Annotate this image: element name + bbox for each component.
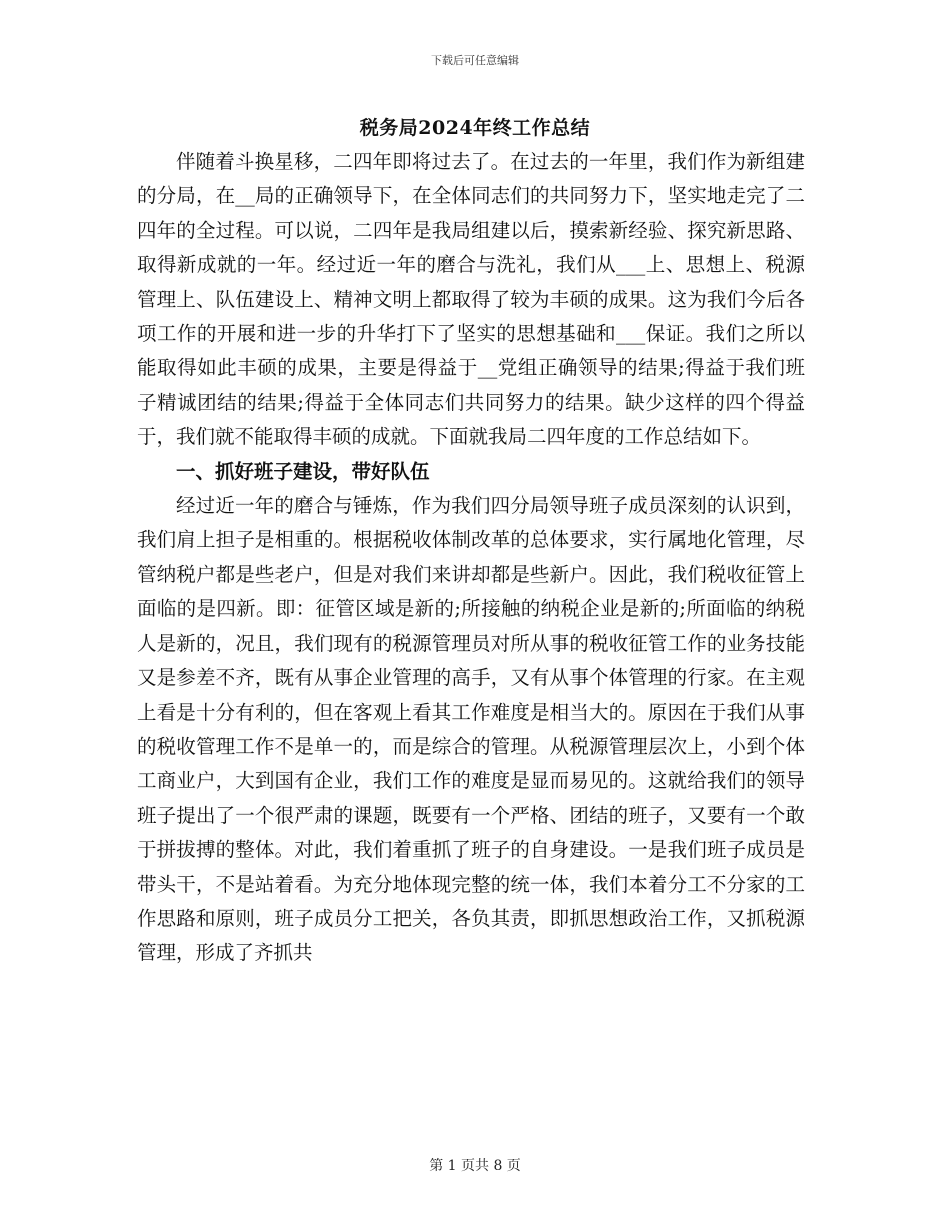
paragraph-intro: 伴随着斗换星移，二四年即将过去了。在过去的一年里，我们作为新组建的分局，在__局的正确领导下，在全体同志们的共同努力下，坚实地走完了二四年的全过程。可以说，二四年是我局组建以后，摸索新经验、探究新思路、取得新成就的一年。经过近一年的磨合与洗礼，我们从___上、思想上、税源管理上、队伍建设上、精神文明上都取得了较为丰硕的成果。这为我们今后各项工作的开展和进一步的升华打下了坚实的思想基础和___保证。我们之所以能取得如此丰硕的成果，主要是得益于__党组正确领导的结果;得益于我们班子精诚团结的结果;得益于全体同志们共同努力的结果。缺少这样的四个得益于，我们就不能取得丰硕的成就。下面就我局二四年度的工作总结如下。: [137, 150, 805, 449]
page-footer: 第 1 页共 8 页: [429, 1158, 521, 1174]
document-title: 税务局2024年终工作总结: [359, 117, 591, 139]
page-header: 下载后可任意编辑: [431, 54, 519, 67]
section-heading: 一、抓好班子建设，带好队伍: [176, 459, 430, 483]
paragraph-section-one: 经过近一年的磨合与锤炼，作为我们四分局领导班子成员深刻的认识到，我们肩上担子是相重的。根据税收体制改革的总体要求，实行属地化管理，尽管纳税户都是些老户，但是对我们来讲却都是些新户。因此，我们税收征管上面临的是四新。即：征管区域是新的;所接触的纳税企业是新的;所面临的纳税人是新的，况且，我们现有的税源管理员对所从事的税收征管工作的业务技能又是参差不齐，既有从事企业管理的高手，又有从事个体管理的行家。在主观上看是十分有利的，但在客观上看其工作难度是相当大的。原因在于我们从事的税收管理工作不是单一的，而是综合的管理。从税源管理层次上，小到个体工商业户，大到国有企业，我们工作的难度是显而易见的。这就给我们的领导班子提出了一个很严肃的课题，既要有一个严格、团结的班子，又要有一个敢于拼拔搏的整体。对此，我们着重抓了班子的自身建设。一是我们班子成员是带头干，不是站着看。为充分地体现完整的统一体，我们本着分工不分家的工作思路和原则，班子成员分工把关，各负其责，即抓思想政治工作，又抓税源管理，形成了齐抓共: [137, 494, 805, 965]
document-body: [137, 145, 805, 971]
